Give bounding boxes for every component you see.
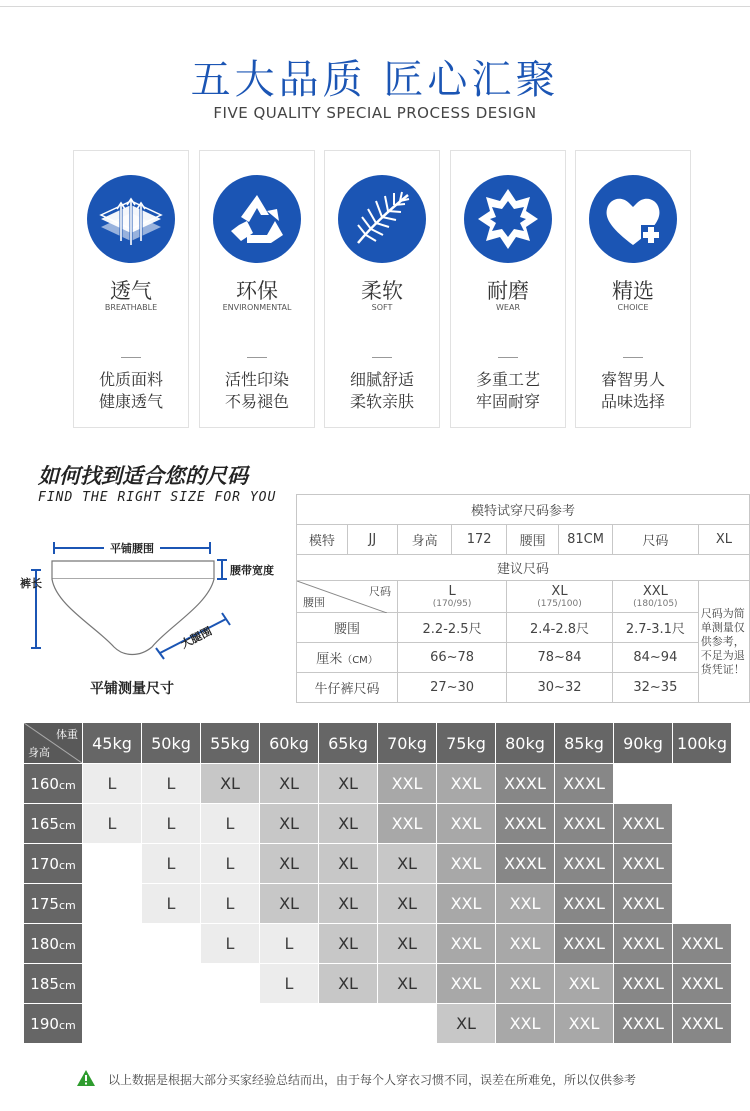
height-header [24,764,82,803]
size-cell: XL [260,804,318,843]
size-cell: XXXL [496,804,554,843]
ref-size-label: 尺码 [612,525,698,555]
feature-desc-line2: 柔软亲肤 [349,392,414,411]
feature-desc-line1: 睿智男人 [600,370,665,389]
ref-corner [297,581,398,613]
feature-card-choice [575,150,691,428]
size-cell: XL [260,884,318,923]
size-cell: XXL [555,964,613,1003]
size-cell: XXXL [614,844,672,883]
size-cell [201,964,259,1003]
size-cell: XXXL [555,764,613,803]
size-range: (175/100) [537,599,582,609]
size-cell: L [201,804,259,843]
reference-title: 模特试穿尺码参考 [297,495,750,525]
ref-waist-value: 81CM [559,525,613,555]
feature-card-breathable [73,150,189,428]
size-cell: XL [260,764,318,803]
size-cell: XL [319,844,377,883]
height-value: 175 [30,894,59,913]
size-chart-table [23,722,732,1044]
weight-header: 70kg [378,723,436,763]
ref-cell: 84~94 [612,643,698,673]
height-value: 160 [30,774,59,793]
size-cell: XXL [437,884,495,923]
feature-desc-line1: 细腻舒适 [349,370,414,389]
size-cell: XXL [496,964,554,1003]
waistband-width-label: 腰带宽度 [230,564,274,577]
size-cell: L [83,764,141,803]
size-cell: XXL [555,1004,613,1043]
height-unit: cm [58,858,76,872]
size-cell: XXXL [614,884,672,923]
size-cell: XXXL [614,804,672,843]
size-cell [83,844,141,883]
table-row [24,884,731,923]
size-cell: XL [378,844,436,883]
feature-divider [121,357,141,358]
size-cell [83,924,141,963]
size-cell [614,764,672,803]
size-cell: L [142,884,200,923]
height-value: 165 [30,814,59,833]
size-cell [83,964,141,1003]
ref-cell: 30~32 [507,673,613,703]
size-name: XL [551,584,568,599]
size-guide-subtitle: FIND THE RIGHT SIZE FOR YOU [38,490,277,505]
size-cell: XXXL [673,924,731,963]
breathable-layers-icon [87,175,175,263]
table-row [24,844,731,883]
length-label: 裤长 [20,577,42,590]
size-guide-title: 如何找到适合您的尺码 [38,464,248,488]
ref-height-label: 身高 [398,525,452,555]
size-cell: XXL [378,764,436,803]
size-cell: L [260,964,318,1003]
weight-header: 55kg [201,723,259,763]
ref-cell: 32~35 [612,673,698,703]
ref-cell: 2.4-2.8尺 [507,613,613,643]
size-cell: XXL [496,884,554,923]
height-unit: cm [58,818,76,832]
feature-subtitle: WEAR [496,303,520,312]
size-cell [201,1004,259,1043]
size-cell [142,1004,200,1043]
height-header [24,844,82,883]
size-cell [83,884,141,923]
row-label: 牛仔裤尺码 [314,682,380,697]
size-cell [673,804,731,843]
feature-title: 耐磨 [487,279,529,303]
measurement-diagram [18,535,293,674]
size-cell: XL [378,884,436,923]
weight-header: 50kg [142,723,200,763]
size-cell: XXL [437,844,495,883]
size-name: XXL [642,584,668,599]
size-cell [673,884,731,923]
size-cell: XL [201,764,259,803]
size-cell: XL [378,924,436,963]
size-cell: XL [319,804,377,843]
weight-header: 75kg [437,723,495,763]
weight-header: 100kg [673,723,731,763]
feature-card-wear [450,150,566,428]
height-value: 185 [30,974,59,993]
feature-title: 环保 [236,279,278,303]
size-cell: L [201,924,259,963]
feature-desc-line2: 健康透气 [98,392,163,411]
ref-waist-label: 腰围 [507,525,559,555]
ref-model-label: 模特 [297,525,348,555]
ref-size-col-xxl [612,581,698,613]
reference-note [698,581,749,703]
size-cell [673,764,731,803]
height-unit: cm [58,898,76,912]
thigh-label: 大腿围 [178,624,214,652]
feature-desc-line1: 活性印染 [224,370,289,389]
recycle-icon [213,175,301,263]
ref-cell: 2.2-2.5尺 [398,613,507,643]
feature-desc-line2: 牢固耐穿 [475,392,540,411]
feature-divider [498,357,518,358]
ref-cell: 78~84 [507,643,613,673]
feature-subtitle: SOFT [371,303,393,312]
weight-header: 65kg [319,723,377,763]
ref-model-value: JJ [347,525,397,555]
size-cell [319,1004,377,1043]
size-cell: XXXL [614,1004,672,1043]
height-header [24,964,82,1003]
suggest-size-title: 建议尺码 [297,555,750,581]
size-cell: XL [260,844,318,883]
weight-header: 45kg [83,723,141,763]
row-label: 腰围 [334,622,361,637]
weight-header: 60kg [260,723,318,763]
size-cell [83,1004,141,1043]
ref-size-col-l [398,581,507,613]
height-header [24,884,82,923]
table-row [24,964,731,1003]
feature-title: 透气 [110,279,152,303]
size-range: (170/95) [432,599,472,609]
feature-desc-line2: 品味选择 [600,392,665,411]
reference-note-text: 尺码为简单测量仅供参考，不足为退货凭证！ [700,606,745,676]
ref-cell: 27~30 [398,673,507,703]
size-cell: XL [319,884,377,923]
size-cell: L [201,884,259,923]
height-value: 190 [30,1014,59,1033]
corner-waist-label: 腰围 [303,596,325,609]
size-cell: L [142,804,200,843]
feature-divider [372,357,392,358]
size-cell [378,1004,436,1043]
feather-icon [338,175,426,263]
size-cell: XXXL [555,804,613,843]
height-unit: cm [58,1018,76,1032]
size-cell: XXXL [555,844,613,883]
heart-plus-icon [589,175,677,263]
size-cell: XXXL [614,924,672,963]
model-reference-table [296,494,750,703]
size-range: (180/105) [633,599,678,609]
size-cell: L [142,844,200,883]
height-unit: cm [58,938,76,952]
size-cell: XXXL [496,764,554,803]
size-cell: XXXL [555,924,613,963]
corner-size-label: 尺码 [369,585,392,598]
footer-note: 以上数据是根据大部分买家经验总结而出，由于每个人穿衣习惯不同，误差在所难免，所以仅供参考 [108,1073,637,1087]
ref-row-label [297,613,398,643]
size-cell: XXXL [555,884,613,923]
feature-desc-line2: 不易褪色 [224,392,289,411]
feature-title: 精选 [612,279,654,303]
feature-subtitle: ENVIRONMENTAL [222,303,292,312]
table-row [24,764,731,803]
height-value: 180 [30,934,59,953]
page-title: 五大品质 匠心汇聚 [190,57,560,103]
star-badge-icon [464,175,552,263]
feature-title: 柔软 [361,279,403,303]
size-cell: XL [319,764,377,803]
waist-flat-label: 平铺腰围 [110,542,154,555]
size-cell: XL [319,924,377,963]
ref-row-label [297,673,398,703]
size-cell [142,924,200,963]
feature-card-environmental [199,150,315,428]
size-cell: L [83,804,141,843]
feature-subtitle: BREATHABLE [104,303,158,312]
size-cell: XXL [437,804,495,843]
feature-card-soft [324,150,440,428]
top-divider [0,6,750,7]
ref-size-col-xl [507,581,613,613]
weight-header: 85kg [555,723,613,763]
size-cell: XXL [437,964,495,1003]
size-name: L [448,584,456,599]
size-cell: XL [378,964,436,1003]
ref-size-value: XL [698,525,749,555]
row-label: 厘米 [316,652,343,667]
size-cell: XXXL [673,1004,731,1043]
size-cell: XXL [437,764,495,803]
page-subtitle: FIVE QUALITY SPECIAL PROCESS DESIGN [213,104,537,122]
corner-height-label: 身高 [28,746,50,759]
ref-row-label [297,643,398,673]
ref-cell: 66~78 [398,643,507,673]
table-row [24,804,731,843]
table-row [24,1004,731,1043]
size-cell: XXL [437,924,495,963]
chart-corner [24,723,82,763]
height-unit: cm [58,778,76,792]
size-cell [260,1004,318,1043]
weight-header: 90kg [614,723,672,763]
size-cell [142,964,200,1003]
size-cell: XL [437,1004,495,1043]
height-header [24,1004,82,1043]
size-cell: XXL [496,924,554,963]
warning-icon [76,1069,96,1091]
height-header [24,924,82,963]
size-cell: XXXL [614,964,672,1003]
corner-weight-label: 体重 [56,728,78,741]
feature-divider [247,357,267,358]
size-cell [673,844,731,883]
size-cell: XXL [378,804,436,843]
ref-height-value: 172 [452,525,507,555]
size-cell: XXXL [673,964,731,1003]
feature-divider [623,357,643,358]
feature-desc-line1: 多重工艺 [475,370,540,389]
size-cell: XXL [496,1004,554,1043]
height-header [24,804,82,843]
feature-desc-line1: 优质面料 [98,370,163,389]
table-row [24,924,731,963]
feature-subtitle: CHOICE [617,303,649,312]
size-cell: L [201,844,259,883]
weight-header: 80kg [496,723,554,763]
size-cell: L [260,924,318,963]
ref-cell: 2.7-3.1尺 [612,613,698,643]
diagram-caption: 平铺测量尺寸 [90,681,174,697]
size-cell: L [142,764,200,803]
size-cell: XXXL [496,844,554,883]
height-value: 170 [30,854,59,873]
size-cell: XL [319,964,377,1003]
row-unit: （CM） [342,655,378,666]
height-unit: cm [58,978,76,992]
